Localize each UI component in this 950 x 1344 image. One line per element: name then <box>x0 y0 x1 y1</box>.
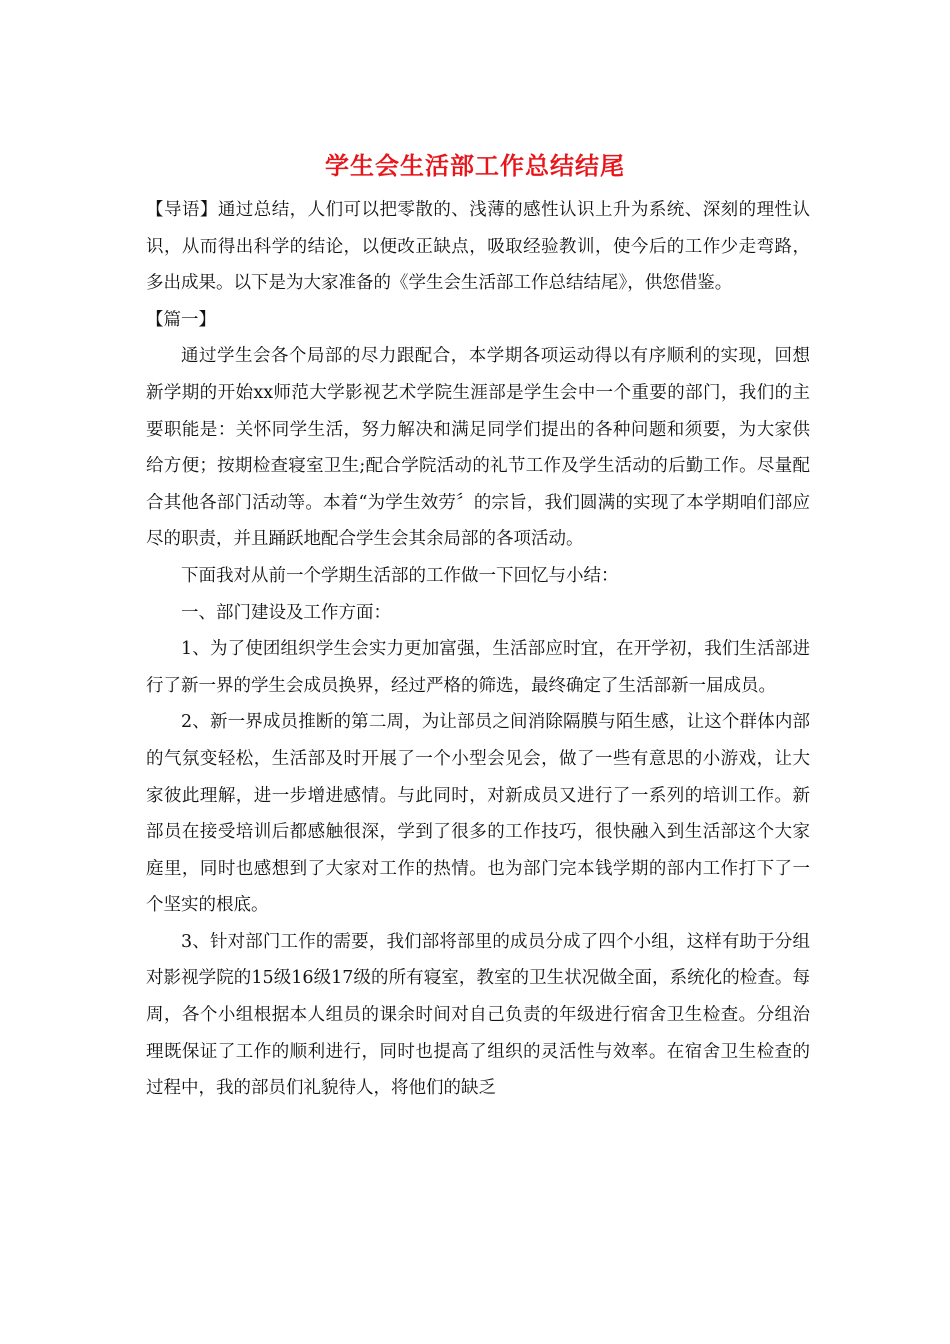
body-paragraph: 1、为了使团组织学生会实力更加富强，生活部应时宜，在开学初，我们生活部进行了新一界的学生会成员换界，经过严格的筛选，最终确定了生活部新一届成员。 <box>146 639 810 696</box>
document-title: 学生会生活部工作总结结尾 <box>325 151 625 180</box>
body-paragraph: 2、新一界成员推断的第二周，为让部员之间消除隔膜与陌生感，让这个群体内部的气氛变轻松，生活部及时开展了一个小型会见会，做了一些有意思的小游戏，让大家彼此理解，进一步增进感情。与此同时，对新成员又进行了一系列的培训工作。新部员在接受培训后都感触很深，学到了很多的工作技巧，很快融入到生活部这个大家庭里，同时也感想到了大家对工作的热情。也为部门完本钱学期的部内工作打下了一个坚实的根底。 <box>146 712 810 916</box>
body-paragraph: 3、针对部门工作的需要，我们部将部里的成员分成了四个小组，这样有助于分组对影视学院的15级16级17级的所有寝室，教室的卫生状况做全面，系统化的检查。每周，各个小组根据本人组员的课余时间对自己负责的年级进行宿舍卫生检查。分组治理既保证了工作的顺利进行，同时也提高了组织的灵活性与效率。在宿舍卫生检查的过程中，我的部员们礼貌待人，将他们的缺乏 <box>146 931 810 1099</box>
body-paragraph: 通过学生会各个局部的尽力跟配合，本学期各项运动得以有序顺利的实现，回想新学期的开始xx师范大学影视艺术学院生涯部是学生会中一个重要的部门，我们的主要职能是：关怀同学生活，努力解决和满足同学们提出的各种问题和须要，为大家供给方便；按期检查寝室卫生;配合学院活动的礼节工作及学生活动的后勤工作。尽量配合其他各部门活动等。本着“为学生效劳〞的宗旨，我们圆满的实现了本学期咱们部应尽的职责，并且踊跃地配合学生会其余局部的各项活动。 <box>146 346 810 550</box>
document-body <box>146 192 810 1107</box>
body-paragraph: 下面我对从前一个学期生活部的工作做一下回忆与小结： <box>181 565 619 586</box>
subsection-heading: 一、部门建设及工作方面： <box>181 602 391 623</box>
intro-paragraph: 【导语】通过总结，人们可以把零散的、浅薄的感性认识上升为系统、深刻的理性认识，从而得出科学的结论，以便改正缺点，吸取经验教训，使今后的工作少走弯路，多出成果。以下是为大家准备的《学生会生活部工作总结结尾》，供您借鉴。 <box>146 200 810 294</box>
section-heading: 【篇一】 <box>146 309 216 330</box>
